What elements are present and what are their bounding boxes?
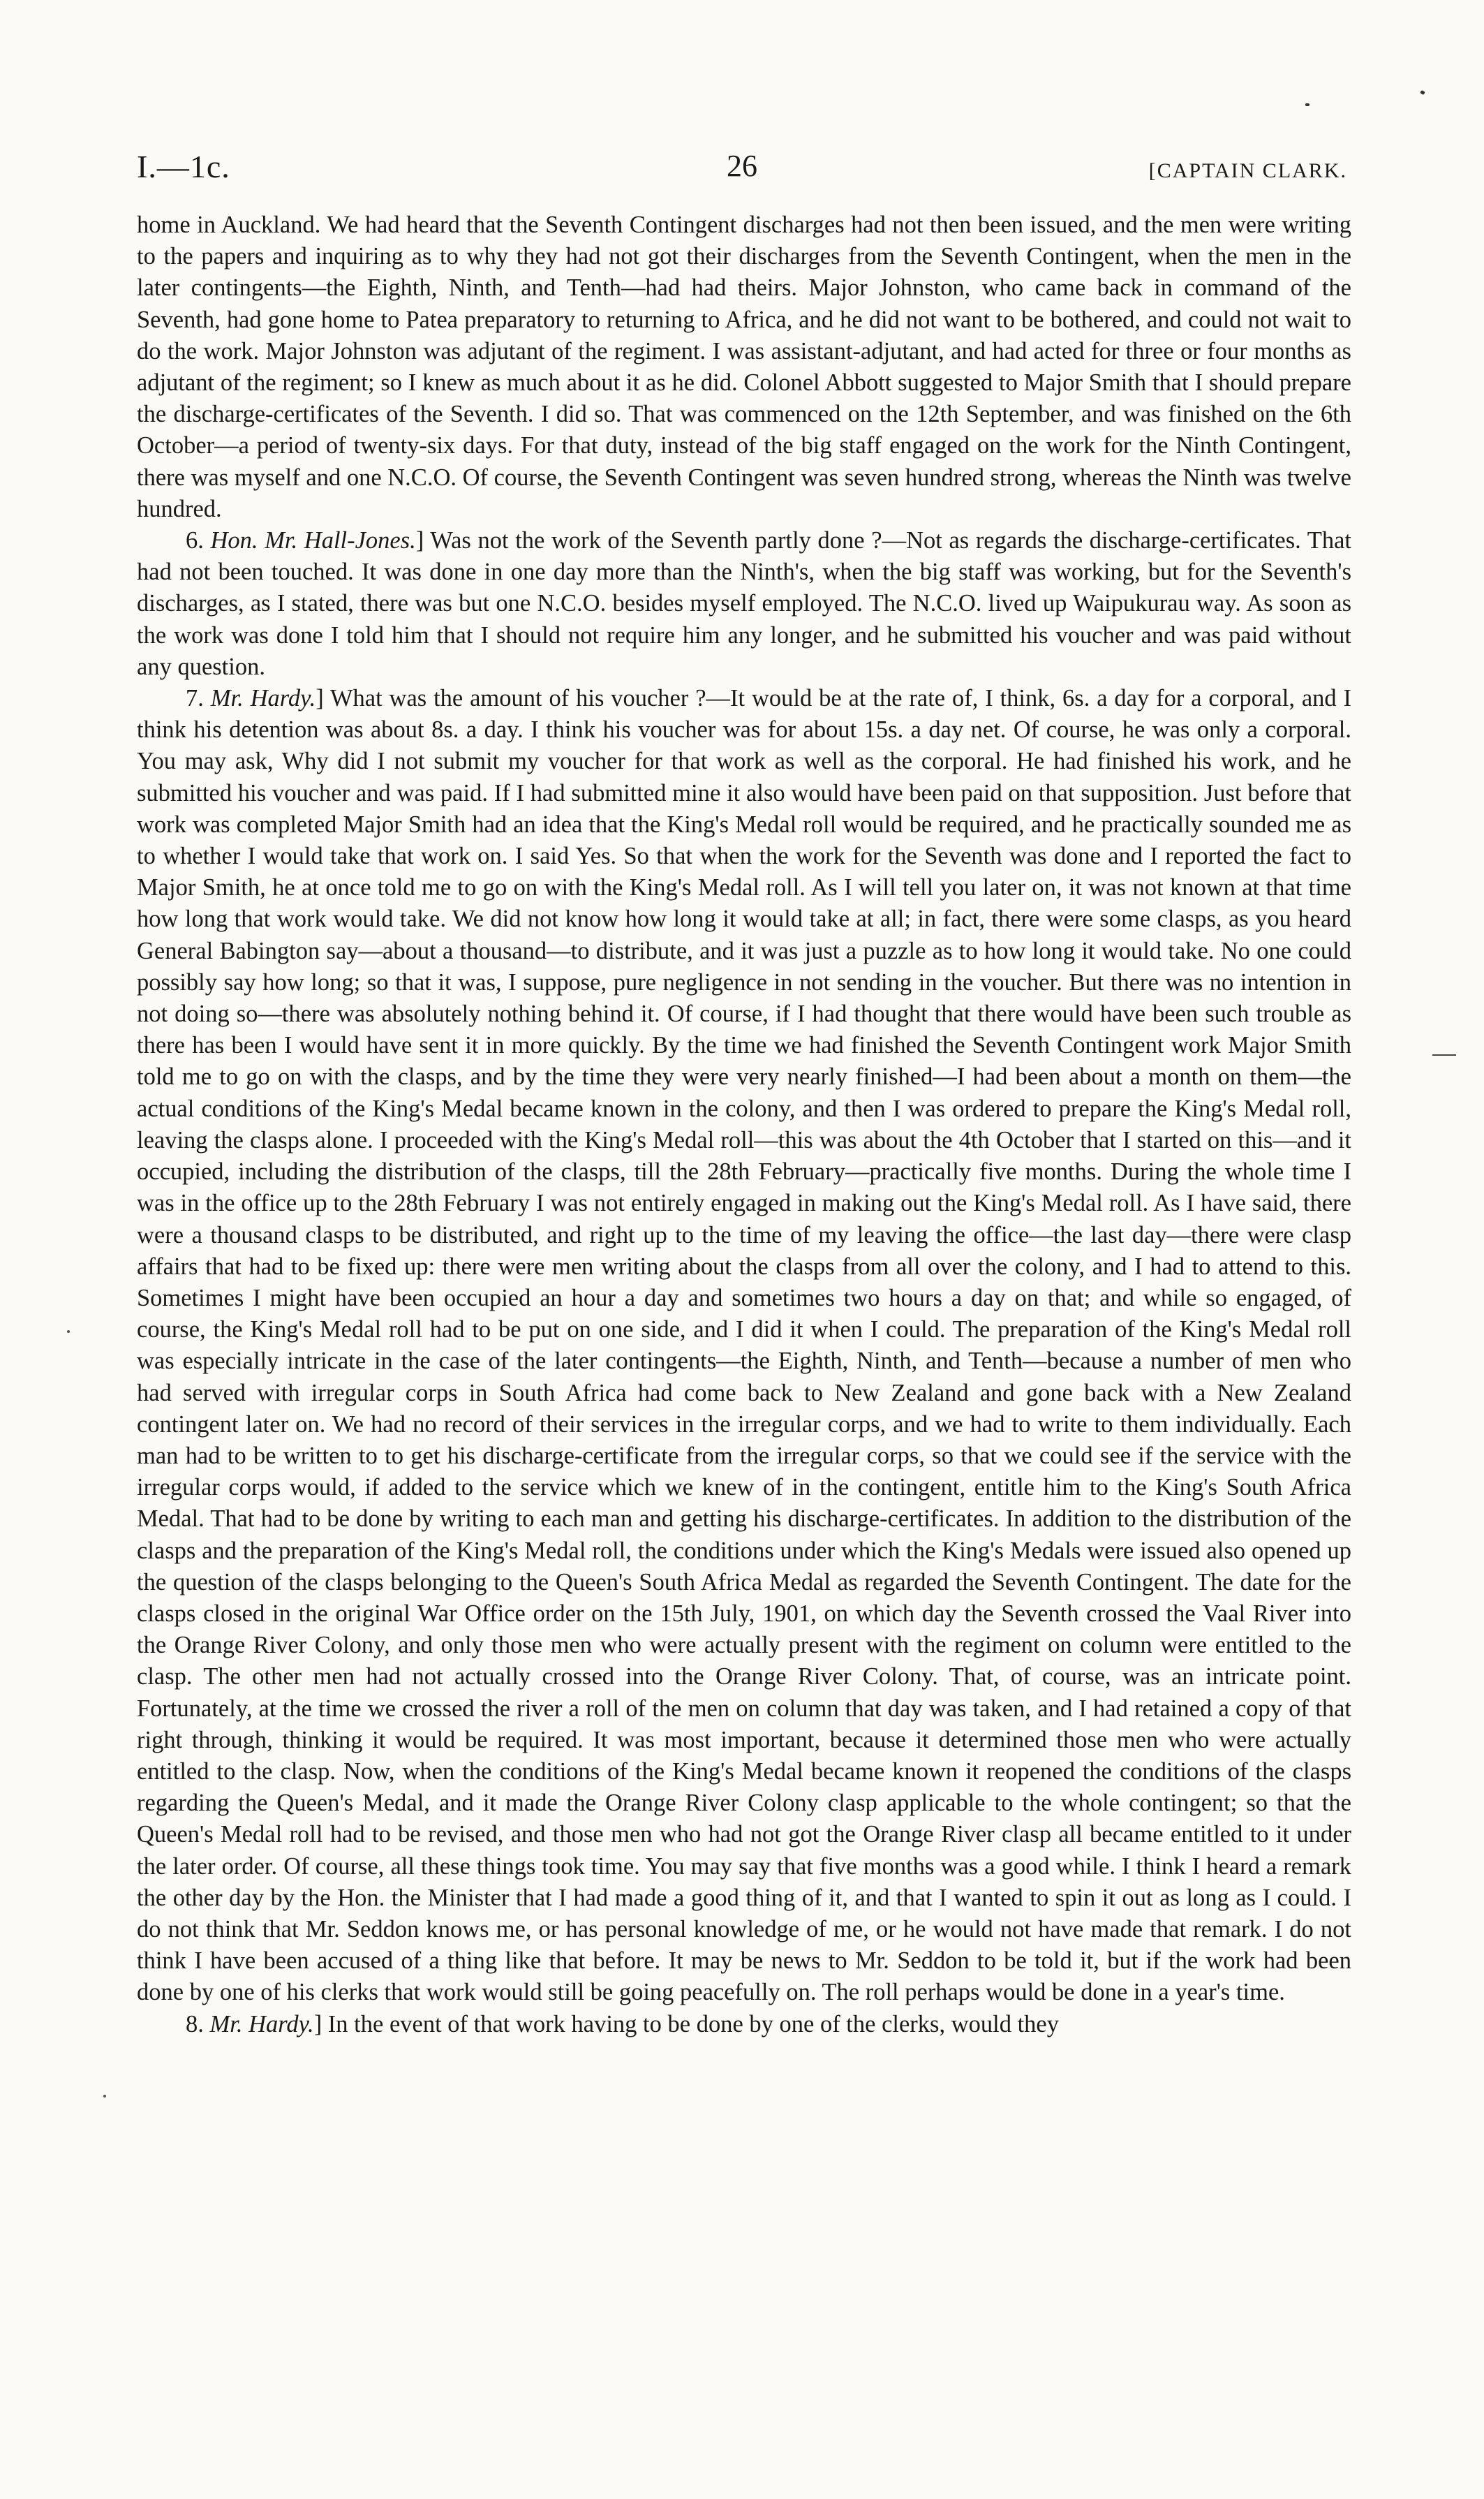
paragraph-text: ] What was the amount of his voucher ?—It would be at the rate of, I think, 6s. a day for a corporal, and I think his detention was about 8s. a day. I think his voucher was for about 15s. a day net. Of course, he was only a corporal. You may ask, Why did I not submit my voucher for that work as well as the corporal. He had finished his work, and he submitted his voucher and was paid. If I had submitted mine it also would have been paid on that supposition. Just before that work was completed Major Smith had an idea that the King's Medal roll would be required, and he practically sounded me as to whether I would take that work on. I said Yes. So that when the work for the Seventh was done and I reported the fact to Major Smith, he at once told me to go on with the King's Medal roll. As I will tell you later on, it was not known at that time how long that work would take. We did not know how long it would take at all; in fact, there were some clasps, as you heard General Babington say—about a thousand—to distribute, and it was just a puzzle as to how long it would take. No one could possibly say how long; so that it was, I suppose, pure negligence in not sending in the voucher. But there was no intention in not doing so—there was absolutely nothing behind it. Of course, if I had thought that there would have been such trouble as there has been I would have sent it in more quickly. By the time we had finished the Seventh Contingent work Major Smith told me to go on with the clasps, and by the time they were very nearly finished—I had been about a month on them—the actual conditions of the King's Medal became known in the colony, and then I was ordered to prepare the King's Medal roll, leaving the clasps alone. I proceeded with the King's Medal roll—this was about the 4th October that I started on this—and it occupied, including the distribution of the clasps, till the 28th February—practically five months. During the whole time I was in the office up to the 28th February I was not entirely engaged in making out the King's Medal roll. As I have said, there were a thousand clasps to be distributed, and right up to the time of my leaving the office—the last day—there were clasp affairs that had to be fixed up: there were men writing about the clasps from all over the colony, and I had to attend to this. Sometimes I might have been occupied an hour a day and sometimes two hours a day on that; and while so engaged, of course, the King's Medal roll had to be put on one side, and I did it when I could. The preparation of the King's Medal roll was especially intricate in the case of the later contingents—the Eighth, Ninth, and Tenth—because a number of men who had served with irregular corps in South Africa had come back to New Zealand and gone back with a New Zealand contingent later on. We had no record of their services in the irregular corps, and we had to write to them individually. Each man had to be written to to get his discharge-certificate from the irregular corps, so that we could see if the service with the irregular corps would, if added to the service which we knew of in the contingent, entitle him to the King's South Africa Medal. That had to be done by writing to each man and getting his discharge-certificates. In addition to the distribution of the clasps and the preparation of the King's Medal roll, the conditions under which the King's Medals were issued also opened up the question of the clasps belonging to the Queen's South Africa Medal as regarded the Seventh Contingent. The date for the clasps closed in the original War Office order on the 15th July, 1901, on which day the Seventh crossed the Vaal River into the Orange River Colony, and only those men who were actually present with the regiment on column were entitled to the clasp. The other men had not actually crossed into the Orange River Colony. That, of course, was an intricate point. Fortunately, at the time we crossed the river a roll of the men on column that day was taken, and I had retained a copy of that right through, thinking it would be required. It was most important, because it determined those men who were actually entitled to the clasp. Now, when the conditions of the King's Medal became known it reopened the conditions of the clasps regarding the Queen's Medal, and it made the Orange River Colony clasp applicable to the whole contingent; so that the Queen's Medal roll had to be revised, and those men who had not got the Orange River clasp all became entitled to it under the later order. Of course, all these things took time. You may say that five months was a good while. I think I heard a remark the other day by the Hon. the Minister that I had made a good thing of it, and that I wanted to spin it out as long as I could. I do not think that Mr. Seddon knows me, or has personal knowledge of me, or he would not have made that remark. I do not think I have been accused of a thing like that before. It may be news to Mr. Seddon to be told it, but if the work had been done by one of his clerks that work would still be going peacefully on. The roll perhaps would be done in a year's time. xyxy=(137,685,1352,2006)
speaker-name: Mr. Hardy. xyxy=(210,685,316,712)
paragraph-question-8 xyxy=(137,2009,1351,2040)
paragraph-text: ] In the event of that work having to be done by one of the clerks, would they xyxy=(313,2010,1059,2037)
paragraph-text: ] Was not the work of the Seventh partly done ?—Not as regards the discharge-certificates. That had not been touched. It was done in one day more than the Ninth's, when the big staff was working, but for the Seventh's discharges, as I stated, there was but one N.C.O. besides myself employed. The N.C.O. lived up Waipukurau way. As soon as the work was done I told him that I should not require him any longer, and he submitted his voucher and was paid without any question. xyxy=(137,527,1351,680)
page-speck xyxy=(1420,90,1425,95)
question-number: 6. xyxy=(186,527,204,554)
paragraph-question-6 xyxy=(137,525,1351,683)
margin-mark xyxy=(1432,1054,1456,1056)
paragraph-question-7 xyxy=(137,683,1351,2009)
paragraph-text: home in Auckland. We had heard that the Seventh Contingent discharges had not then been issued, and the men were writing to the papers and inquiring as to why they had not got their discharges from the Seventh Contingent, when the men in the later contingents—the Eighth, Ninth, and Tenth—had had theirs. Major Johnston, who came back in command of the Seventh, had gone home to Patea preparatory to returning to Africa, and he did not want to be bothered, and could not wait to do the work. Major Johnston was adjutant of the regiment. I was assistant-adjutant, and had acted for three or four months as adjutant of the regiment; so I knew as much about it as he did. Colonel Abbott suggested to Major Smith that I should prepare the discharge-certificates of the Seventh. I did so. That was commenced on the 12th September, and was finished on the 6th October—a period of twenty-six days. For that duty, instead of the big staff engaged on the work for the Ninth Contingent, there was myself and one N.C.O. Of course, the Seventh Contingent was seven hundred strong, whereas the Ninth was twelve hundred. xyxy=(137,212,1351,522)
question-number: 8. xyxy=(186,2010,204,2037)
witness-name: [CAPTAIN CLARK. xyxy=(1148,159,1347,182)
page-speck xyxy=(1305,103,1309,106)
body-text xyxy=(137,209,1351,2040)
speaker-name: Hon. Mr. Hall-Jones. xyxy=(210,527,416,554)
page-number: 26 xyxy=(727,149,757,183)
speaker-name: Mr. Hardy. xyxy=(209,2010,314,2037)
paragraph-continued xyxy=(137,209,1351,525)
page-speck xyxy=(103,2095,106,2098)
page-speck xyxy=(67,1330,70,1333)
document-reference: I.—1c. xyxy=(137,149,230,184)
question-number: 7. xyxy=(186,685,204,712)
running-header xyxy=(137,148,1347,190)
